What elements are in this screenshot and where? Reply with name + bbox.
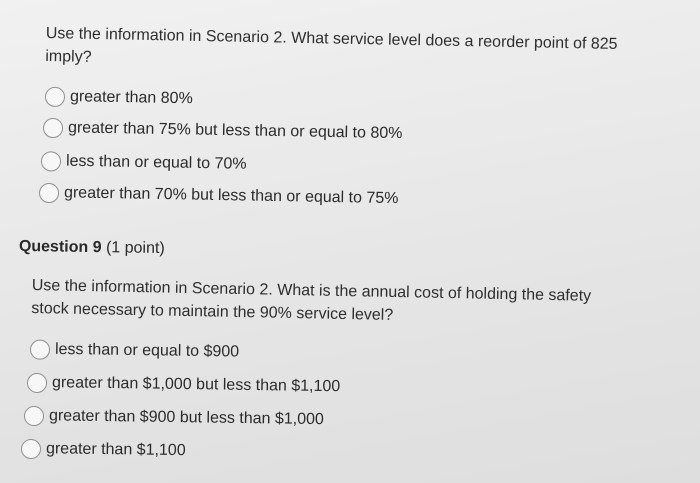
- radio-button[interactable]: [39, 183, 59, 203]
- question-8-prompt: [45, 22, 618, 79]
- question-8-prompt-line-1: Use the information in Scenario 2. What service level does a reorder point of 825: [45, 24, 618, 53]
- question-9-points: (1 point): [105, 239, 165, 258]
- q8-option-4-label: greater than 70% but less than or equal to 75%: [63, 184, 399, 208]
- radio-button[interactable]: [21, 439, 41, 459]
- radio-button[interactable]: [41, 151, 61, 171]
- q9-option-1[interactable]: [30, 340, 239, 363]
- radio-button[interactable]: [30, 340, 50, 360]
- question-9-title: Question 9: [18, 238, 102, 257]
- q9-option-2[interactable]: [27, 373, 340, 397]
- q8-option-3-label: less than or equal to 70%: [65, 152, 247, 173]
- q9-option-1-label: less than or equal to $900: [54, 340, 240, 361]
- q8-option-4[interactable]: [39, 183, 399, 209]
- question-9-heading: [19, 238, 165, 258]
- q8-option-2[interactable]: [43, 118, 403, 144]
- question-9-prompt-line-2: stock necessary to maintain the 90% service level?: [31, 299, 394, 324]
- q9-option-3[interactable]: [24, 406, 324, 430]
- radio-button[interactable]: [24, 406, 44, 426]
- q8-option-2-label: greater than 75% but less than or equal to 80%: [67, 119, 403, 143]
- q9-option-4-label: greater than $1,100: [45, 440, 186, 460]
- radio-button[interactable]: [43, 118, 63, 138]
- q9-option-3-label: greater than $900 but less than $1,000: [48, 407, 324, 429]
- q9-option-4[interactable]: [21, 439, 186, 461]
- question-9-prompt-line-1: Use the information in Scenario 2. What is the annual cost of holding the safety: [31, 276, 592, 305]
- radio-button[interactable]: [27, 373, 47, 393]
- q8-option-1[interactable]: [45, 87, 193, 110]
- question-9-prompt: [31, 274, 591, 331]
- q8-option-1-label: greater than 80%: [69, 88, 193, 108]
- q8-option-3[interactable]: [41, 151, 247, 175]
- radio-button[interactable]: [45, 87, 65, 107]
- q9-option-2-label: greater than $1,000 but less than $1,100: [51, 374, 341, 396]
- question-8-prompt-line-2: imply?: [45, 47, 92, 66]
